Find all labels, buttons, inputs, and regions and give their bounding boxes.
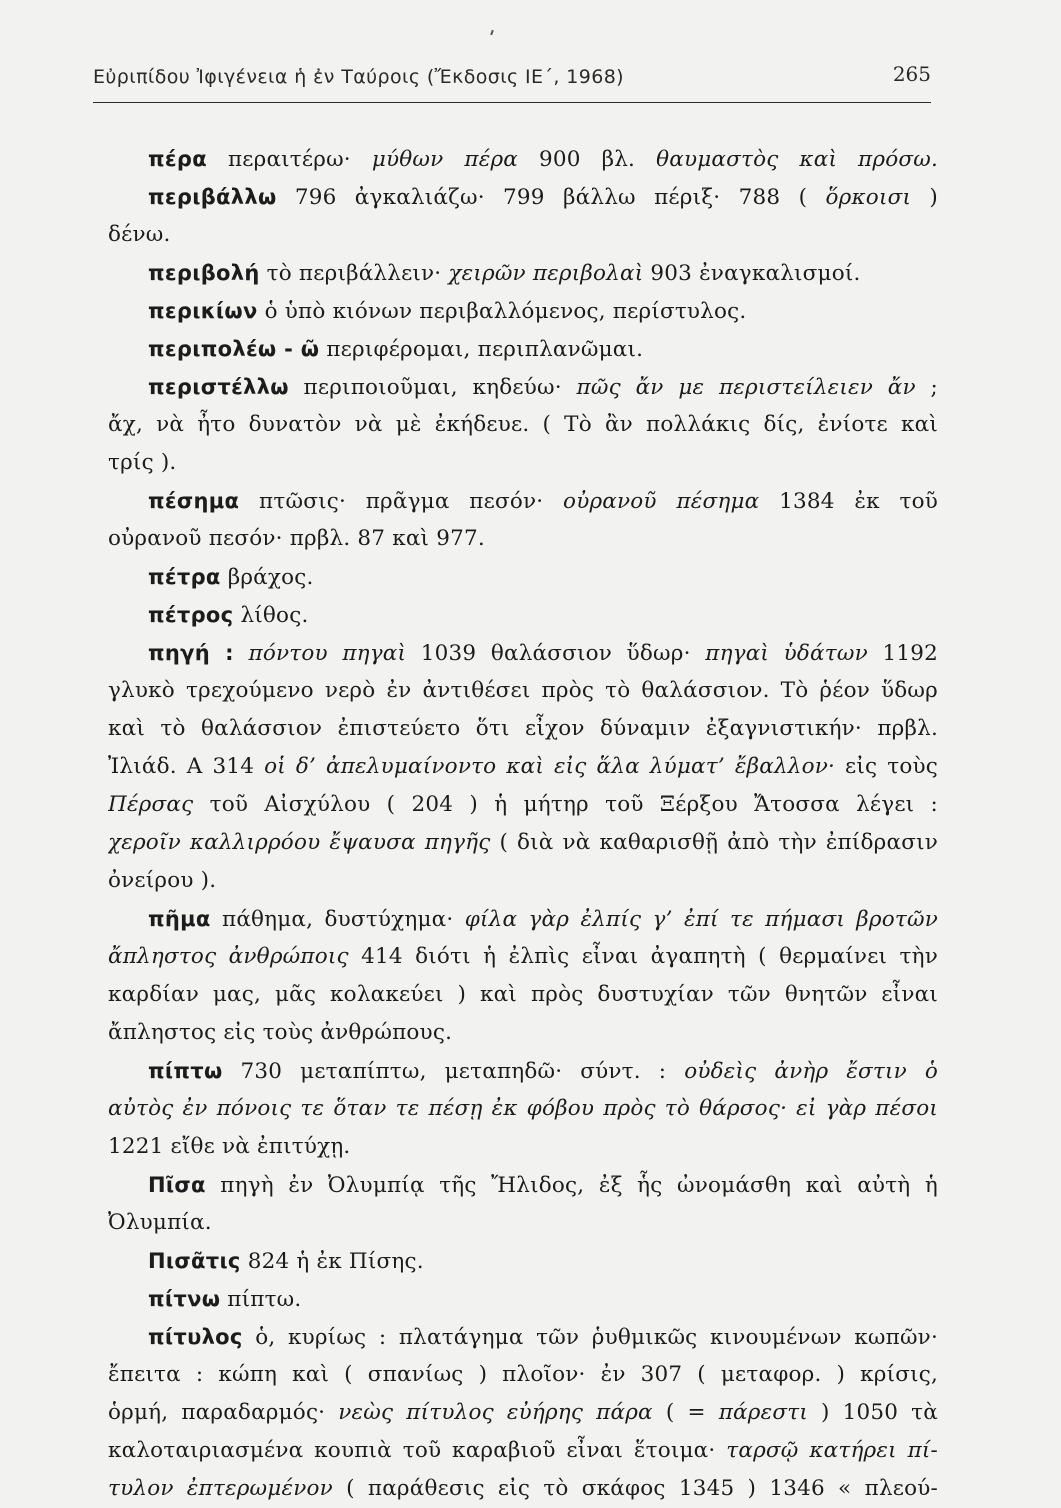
text-segment	[234, 641, 249, 666]
text-segment: ὀνείρου ).	[108, 868, 217, 893]
entry-headword: πέτρος	[148, 603, 234, 627]
quoted-text: πάρεστι	[718, 1400, 808, 1425]
entry-headword: πίτυλος	[148, 1325, 243, 1349]
text-segment: ὁρμή, παραδαρμός·	[108, 1400, 339, 1425]
text-segment: Ἰλιάδ. Α 314	[108, 754, 265, 779]
entry-headword: Πισᾶτις	[148, 1249, 241, 1273]
text-line	[108, 520, 938, 558]
entry-headword: πῆμα	[148, 907, 211, 931]
text-segment: περιφέρομαι, περιπλανῶμαι.	[319, 337, 644, 362]
quoted-text: χειρῶν περιβολαὶ	[448, 261, 644, 286]
text-line	[108, 406, 938, 444]
text-segment: 900 βλ.	[518, 147, 657, 172]
entry-headword: πίπτω	[148, 1059, 223, 1083]
entry-headword: περιστέλλω	[148, 375, 289, 399]
text-segment: 730 μεταπίπτω, μεταπηδῶ· σύντ. :	[222, 1059, 685, 1084]
text-line	[108, 1432, 938, 1470]
text-line	[108, 710, 938, 748]
text-segment: καλοταιριασμένα κουπιὰ τοῦ καραβιοῦ εἶναι ἕτοιμα·	[108, 1438, 727, 1463]
text-line	[108, 1052, 938, 1090]
text-line	[108, 1128, 938, 1166]
quoted-text: χεροῖν καλλιρρόου ἔψαυσα πηγῆς	[108, 830, 491, 855]
text-segment: ) 1050 τὰ	[807, 1400, 938, 1425]
text-segment: ἄχ, νὰ ἦτο δυνατὸν νὰ μὲ ἐκήδευε. ( Τὸ ἂν πολλάκις δίς, ἐνίοτε καὶ	[108, 412, 938, 437]
quoted-text: οὐδεὶς ἀνὴρ ἔστιν ὁ	[684, 1059, 938, 1084]
text-segment: 796 ἀγκαλιάζω· 799 βάλλω πέριξ· 788 (	[276, 185, 826, 210]
text-line	[108, 1166, 938, 1204]
text-segment: 903 ἐναγκαλισμοί.	[643, 261, 861, 286]
text-line	[108, 1356, 938, 1394]
entry-headword: πηγή :	[148, 641, 234, 665]
text-segment: Ὀλυμπία.	[108, 1210, 212, 1235]
entry-headword: πέρα	[148, 147, 207, 171]
text-line	[108, 1014, 938, 1052]
text-segment: ;	[915, 375, 938, 400]
text-segment: 1192	[867, 641, 938, 666]
text-segment: )	[911, 185, 938, 210]
text-line	[108, 254, 938, 292]
text-line	[108, 824, 938, 862]
text-line	[108, 216, 938, 254]
text-line	[108, 444, 938, 482]
quoted-text: Πέρσας	[108, 792, 194, 817]
text-line	[108, 1470, 938, 1508]
text-line	[108, 938, 938, 976]
text-segment: καὶ τὸ θαλάσσιον ἐπιστεύετο ὅτι εἶχον δύναμιν ἐξαγνιστικήν· πρβλ.	[108, 716, 938, 741]
text-line	[108, 1394, 938, 1432]
quoted-text: πόντου πηγαὶ	[248, 641, 407, 666]
text-segment: τοῦ Αἰσχύλου ( 204 ) ἡ μήτηρ τοῦ Ξέρξου Ἄτοσσα λέγει :	[193, 792, 938, 817]
text-segment: 1221 εἴθε νὰ ἐπιτύχῃ.	[108, 1134, 351, 1159]
text-segment: ἄπληστος εἰς τοὺς ἀνθρώπους.	[108, 1020, 453, 1045]
page-number: 265	[892, 62, 931, 86]
text-line	[108, 1204, 938, 1242]
text-line	[108, 672, 938, 710]
quoted-text: πῶς ἄν με περιστείλειεν ἄν	[576, 375, 916, 400]
text-segment: πάθημα, δυστύχημα·	[210, 907, 465, 932]
text-line	[108, 178, 938, 216]
quoted-text: νεὼς πίτυλος εὐήρης πάρα	[338, 1400, 653, 1425]
text-line	[108, 862, 938, 900]
text-line	[108, 1318, 938, 1356]
quoted-text: τυλον ἐπτερωμένον	[108, 1476, 333, 1501]
text-line	[108, 748, 938, 786]
quoted-text: αὐτὸς ἐν πόνοις τε ὅταν τε πέσῃ ἐκ φόβου πρὸς τὸ θάρσος· εἰ γὰρ πέσοι	[108, 1096, 938, 1121]
text-segment: τὸ περιβάλλειν·	[259, 261, 449, 286]
quoted-text: οἱ δ’ ἀπελυμαίνοντο καὶ εἰς ἅλα λύματ’ ἔβαλλον·	[264, 754, 836, 779]
text-segment: δένω.	[108, 222, 171, 247]
text-line	[108, 1242, 938, 1280]
text-segment: γλυκὸ τρεχούμενο νερὸ ἐν ἀντιθέσει πρὸς τὸ θαλάσσιον. Τὸ ῥέον ὕδωρ	[108, 678, 938, 703]
text-line	[108, 634, 938, 672]
text-segment: περαιτέρω·	[206, 147, 372, 172]
text-line	[108, 368, 938, 406]
text-line	[108, 786, 938, 824]
entry-headword: πέσημα	[148, 489, 240, 513]
dictionary-entries	[108, 140, 938, 1508]
quoted-text: ταρσῷ κατήρει πί-	[726, 1438, 938, 1463]
text-line	[108, 1280, 938, 1318]
entry-headword: πέτρα	[148, 565, 221, 589]
text-segment: λίθος.	[233, 603, 309, 628]
quoted-text: οὐρανοῦ πέσημα	[563, 489, 760, 514]
text-segment: 1384 ἐκ τοῦ	[759, 489, 938, 514]
text-segment: ( παράθεσις εἰς τὸ σκάφος 1345 ) 1346 « πλεού-	[332, 1476, 938, 1501]
text-line	[108, 558, 938, 596]
entry-headword: περιπολέω - ῶ	[148, 337, 320, 361]
text-line	[108, 900, 938, 938]
quoted-text: πηγαὶ ὑδάτων	[705, 641, 868, 666]
entry-headword: περιβάλλω	[148, 185, 277, 209]
text-segment: ( διὰ νὰ καθαρισθῇ ἀπὸ τὴν ἐπίδρασιν	[490, 830, 938, 855]
text-segment: πίπτω.	[220, 1287, 302, 1312]
text-line	[108, 1090, 938, 1128]
text-segment: ἔπειτα : κώπη καὶ ( σπανίως ) πλοῖον· ἐν 307 ( μεταφορ. ) κρίσις,	[108, 1362, 938, 1387]
text-line	[108, 482, 938, 520]
text-segment: ( =	[652, 1400, 719, 1425]
entry-headword: πίτνω	[148, 1287, 221, 1311]
quoted-text: ἄπληστος ἀνθρώποις	[108, 944, 349, 969]
quoted-text: φίλα γὰρ ἐλπίς γ’ ἐπί τε πήμασι βροτῶν	[464, 907, 938, 932]
quoted-text: ὅρκοισι	[825, 185, 912, 210]
text-line	[108, 976, 938, 1014]
entry-headword: Πῖσα	[148, 1173, 206, 1197]
text-segment: ὁ ὑπὸ κιόνων περιβαλλόμενος, περίστυλος.	[257, 299, 747, 324]
text-segment: οὐρανοῦ πεσόν· πρβλ. 87 καὶ 977.	[108, 526, 485, 551]
text-segment: ὁ, κυρίως : πλατάγημα τῶν ῥυθμικῶς κινουμένων κωπῶν·	[242, 1325, 938, 1350]
text-segment: καρδίαν μας, μᾶς κολακεύει ) καὶ πρὸς δυστυχίαν τῶν θνητῶν εἶναι	[108, 982, 938, 1007]
text-segment: εἰς τοὺς	[835, 754, 938, 779]
quoted-text: μύθων πέρα	[371, 147, 519, 172]
entry-headword: περιβολή	[148, 261, 260, 285]
text-segment: πηγὴ ἐν Ὀλυμπίᾳ τῆς Ἤλιδος, ἐξ ἧς ὠνομάσθη καὶ αὐτὴ ἡ	[205, 1173, 938, 1198]
text-segment: βράχος.	[220, 565, 314, 590]
text-segment: 414 διότι ἡ ἐλπὶς εἶναι ἀγαπητὴ ( θερμαίνει τὴν	[348, 944, 938, 969]
text-line	[108, 596, 938, 634]
text-segment: πτῶσις· πρᾶγμα πεσόν·	[239, 489, 564, 514]
text-segment: 1039 θαλάσσιον ὕδωρ·	[406, 641, 706, 666]
text-line	[108, 330, 938, 368]
text-segment: τρίς ).	[108, 450, 177, 475]
text-segment: 824 ἡ ἐκ Πίσης.	[240, 1249, 424, 1274]
running-header	[93, 62, 931, 103]
text-line	[108, 140, 938, 178]
text-line	[108, 292, 938, 330]
header-title: Εὐριπίδου Ἰφιγένεια ἡ ἐν Ταύροις (Ἔκδοσις ΙΕ΄, 1968)	[93, 66, 624, 88]
ink-speck	[490, 30, 494, 35]
entry-headword: περικίων	[148, 299, 258, 323]
quoted-text: θαυμαστὸς καὶ πρόσω.	[656, 147, 938, 172]
text-segment: περιποιοῦμαι, κηδεύω·	[288, 375, 577, 400]
